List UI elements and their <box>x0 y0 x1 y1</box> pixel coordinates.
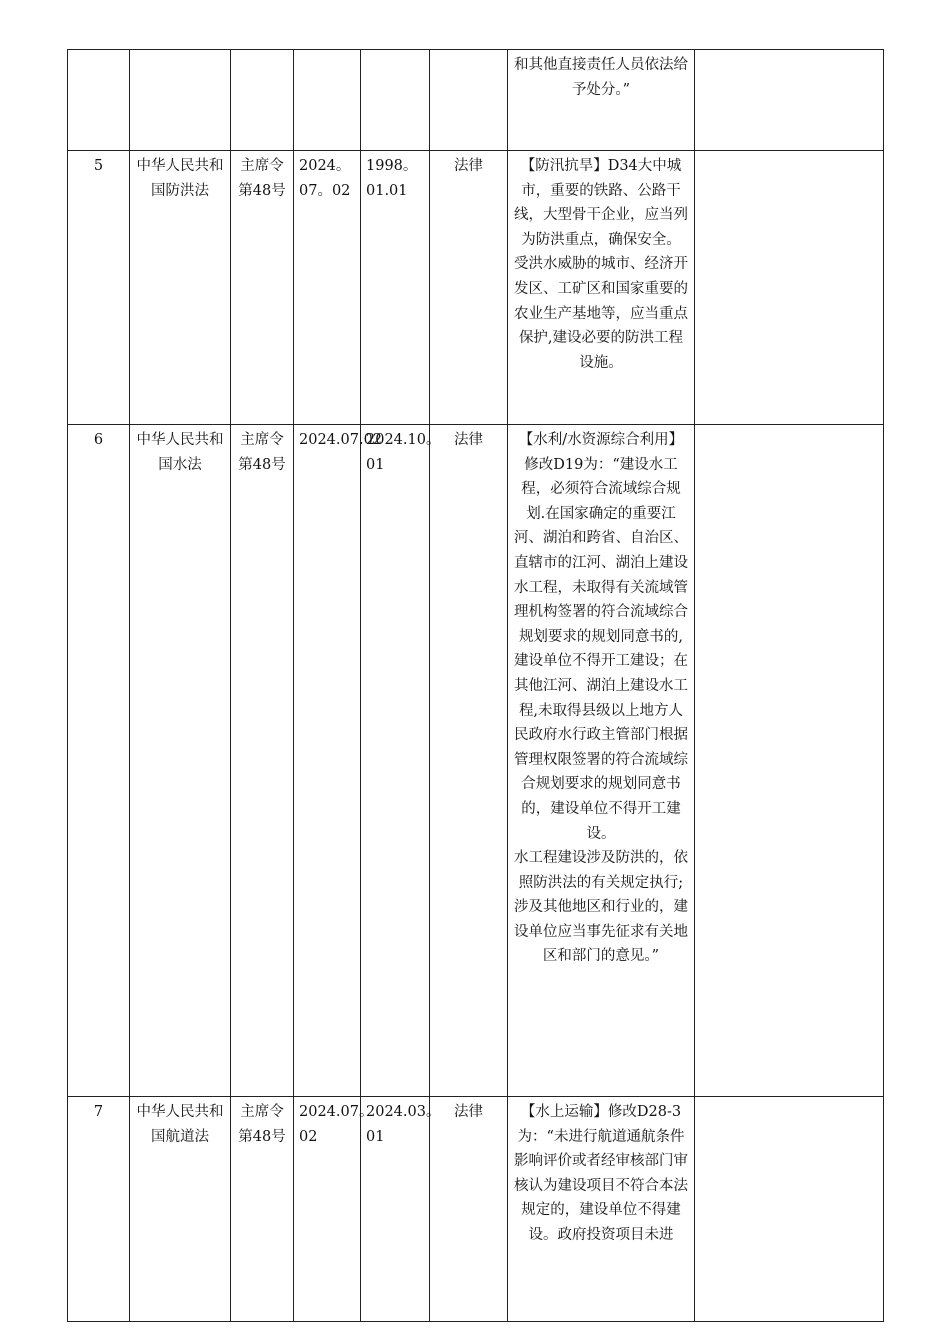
content-cell <box>508 1097 695 1322</box>
effective-date: 1998。01.01 <box>361 151 430 425</box>
content-paragraph: 【水上运输】修改D28-3为：“未进行航道通航条件影响评价或者经审核部门审核认为建设项目不符合本法规定的，建设单位不得建设。政府投资项目未进 <box>514 1104 688 1243</box>
law-type <box>430 50 508 151</box>
document-number: 主席令第48号 <box>231 151 294 425</box>
publish-date: 2024.07。02 <box>294 1097 361 1322</box>
law-type: 法律 <box>430 151 508 425</box>
law-name: 中华人民共和国航道法 <box>130 1097 231 1322</box>
remark-cell <box>695 1097 884 1322</box>
document-number: 主席令第48号 <box>231 1097 294 1322</box>
law-type: 法律 <box>430 1097 508 1322</box>
content-paragraph: 受洪水威胁的城市、经济开发区、工矿区和国家重要的农业生产基地等，应当重点保护,建设必要的防洪工程设施。 <box>514 256 688 371</box>
remark-cell <box>695 50 884 151</box>
row-number: 5 <box>68 151 130 425</box>
law-name: 中华人民共和国防洪法 <box>130 151 231 425</box>
publish-date: 2024。07。02 <box>294 151 361 425</box>
row-number <box>68 50 130 151</box>
table-row <box>68 1097 884 1322</box>
law-name <box>130 50 231 151</box>
remark-cell <box>695 425 884 1097</box>
effective-date: 2024.03。01 <box>361 1097 430 1322</box>
row-number: 7 <box>68 1097 130 1322</box>
content-cell <box>508 151 695 425</box>
publish-date <box>294 50 361 151</box>
document-number <box>231 50 294 151</box>
effective-date <box>361 50 430 151</box>
document-number: 主席令第48号 <box>231 425 294 1097</box>
remark-cell <box>695 151 884 425</box>
content-cell <box>508 425 695 1097</box>
content-paragraph: 水工程建设涉及防洪的，依照防洪法的有关规定执行;涉及其他地区和行业的，建设单位应当事先征求有关地区和部门的意见。” <box>514 850 688 965</box>
content-cell <box>508 50 695 151</box>
content-paragraph: 【水利/水资源综合利用】修改D19为：“建设水工程，必须符合流域综合规划.在国家确定的重要江河、湖泊和跨省、自治区、直辖市的江河、湖泊上建设水工程，未取得有关流域管理机构签署的符合流域综合规划要求的规划同意书的,建设单位不得开工建设；在其他江河、湖泊上建设水工程,未取得县级以上地方人民政府水行政主管部门根据管理权限签署的符合流域综合规划要求的规划同意书的，建设单位不得开工建设。 <box>514 432 688 842</box>
table-row <box>68 425 884 1097</box>
regulation-table <box>67 49 884 1322</box>
law-type: 法律 <box>430 425 508 1097</box>
effective-date: 2024.10。01 <box>361 425 430 1097</box>
law-name: 中华人民共和国水法 <box>130 425 231 1097</box>
row-number: 6 <box>68 425 130 1097</box>
table-row <box>68 50 884 151</box>
content-paragraph: 和其他直接责任人员依法给予处分。” <box>514 57 688 98</box>
publish-date: 2024.07.02 <box>294 425 361 1097</box>
table-row <box>68 151 884 425</box>
content-paragraph: 【防汛抗旱】D34大中城市，重要的铁路、公路干线，大型骨干企业，应当列为防洪重点，确保安全。 <box>514 158 688 248</box>
